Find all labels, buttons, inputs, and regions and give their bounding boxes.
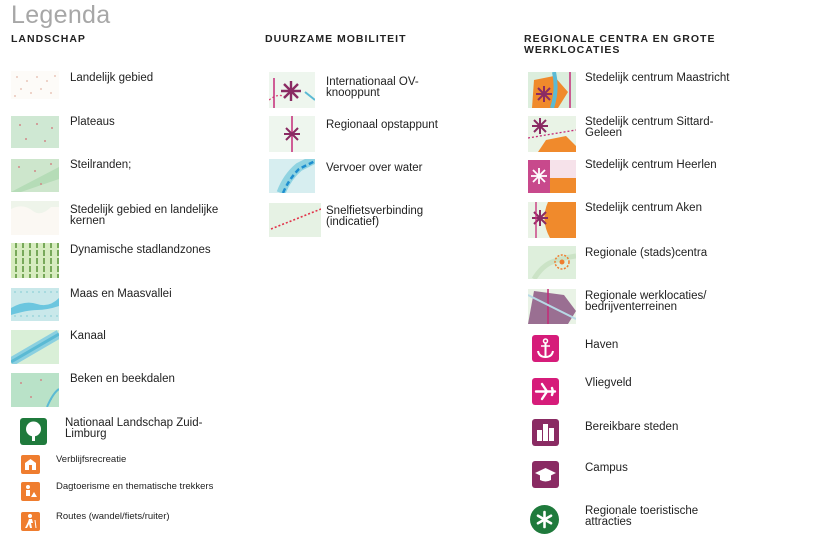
- label-toeristische-attracties: Regionale toeristische attracties: [585, 505, 699, 528]
- legend-item-sittard: [528, 116, 735, 152]
- label-stedelijk-gebied: Stedelijk gebied en landelijke kernen: [70, 204, 219, 227]
- aken-swatch: [528, 202, 576, 238]
- legend-item-plateaus: [11, 116, 115, 148]
- label-dynamische-zones: Dynamische stadlandzones: [70, 244, 211, 256]
- label-internationaal-ov: Internationaal OV-knooppunt: [326, 76, 419, 99]
- plateau-swatch: [11, 116, 59, 148]
- legend-item-maas: [11, 288, 172, 321]
- legend-item-kanaal: [11, 330, 106, 364]
- urban-area-swatch: [11, 201, 59, 235]
- sittard-swatch: [528, 116, 576, 152]
- work-location-swatch: [528, 289, 576, 324]
- label-plateaus: Plateaus: [70, 116, 115, 128]
- label-dagtoerisme: Dagtoerisme en thematische trekkers: [56, 481, 214, 492]
- label-steilranden: Steilranden;: [70, 159, 132, 171]
- legend-item-toeristische-attracties: [530, 505, 735, 534]
- maastricht-swatch: [528, 72, 576, 108]
- legend-item-beken: [11, 373, 175, 407]
- dynamic-zone-swatch: [11, 243, 59, 278]
- legend-item-campus: [532, 461, 628, 488]
- label-maas: Maas en Maasvallei: [70, 288, 172, 300]
- anchor-icon: [532, 335, 559, 362]
- legend-item-dagtoerisme: [21, 482, 213, 501]
- legend-item-heerlen: [528, 160, 717, 193]
- label-verblijfsrecreatie: Verblijfsrecreatie: [56, 454, 127, 465]
- label-kanaal: Kanaal: [70, 330, 106, 342]
- escarpment-swatch: [11, 159, 59, 192]
- legend-item-aken: [528, 202, 702, 238]
- legend-item-werklocaties: [528, 289, 735, 324]
- legend-item-landelijk-gebied: [11, 71, 153, 99]
- label-bereikbare-steden: Bereikbare steden: [585, 421, 679, 433]
- legend-item-snelfiets: [269, 203, 476, 237]
- legend-item-bereikbare-steden: [532, 419, 678, 446]
- legend-item-regionaal-opstappunt: [269, 116, 438, 152]
- regional-centre-swatch: [528, 246, 576, 279]
- heading-mobiliteit: DUURZAME MOBILITEIT: [265, 33, 407, 45]
- asterisk-icon: [530, 505, 559, 534]
- label-beken: Beken en beekdalen: [70, 373, 175, 385]
- water-transport-swatch: [269, 159, 315, 193]
- legend-item-steilranden: [11, 159, 131, 192]
- regional-stop-swatch: [269, 116, 315, 152]
- airplane-icon: [532, 378, 559, 405]
- label-nationaal-landschap: Nationaal Landschap Zuid-Limburg: [65, 417, 203, 440]
- legend-item-verblijfsrecreatie: [21, 455, 126, 474]
- label-regionale-centra: Regionale (stads)centra: [585, 247, 708, 259]
- label-maastricht: Stedelijk centrum Maastricht: [585, 72, 730, 84]
- legend-item-regionale-centra: [528, 246, 707, 279]
- label-sittard: Stedelijk centrum Sittard-Geleen: [585, 116, 714, 139]
- label-aken: Stedelijk centrum Aken: [585, 202, 702, 214]
- hiker-icon: [21, 512, 40, 531]
- legend-item-haven: [532, 335, 618, 362]
- international-hub-swatch: [269, 72, 315, 108]
- rural-area-swatch: [11, 71, 59, 99]
- label-heerlen: Stedelijk centrum Heerlen: [585, 159, 717, 171]
- tree-icon: [20, 418, 47, 445]
- label-haven: Haven: [585, 339, 619, 351]
- legend-item-vliegveld: [532, 378, 632, 405]
- legend-item-dynamische-zones: [11, 243, 211, 278]
- city-icon: [532, 419, 559, 446]
- lodging-icon: [21, 455, 40, 474]
- legend-item-maastricht: [528, 72, 729, 108]
- cycle-route-swatch: [269, 203, 321, 237]
- graduation-cap-icon: [532, 461, 559, 488]
- legend-item-internationaal-ov: [269, 72, 446, 108]
- legend-title: Legenda: [11, 1, 111, 29]
- brook-valley-swatch: [11, 373, 59, 407]
- legend-item-vervoer-over-water: [269, 159, 423, 193]
- label-vliegveld: Vliegveld: [585, 377, 632, 389]
- river-valley-swatch: [11, 288, 59, 321]
- label-snelfiets: Snelfietsverbinding (indicatief): [326, 205, 424, 228]
- heading-regionale-centra: REGIONALE CENTRA EN GROTE WERKLOCATIES: [524, 33, 716, 56]
- legend-item-routes: [21, 512, 170, 531]
- legend-item-nationaal-landschap: [20, 418, 215, 445]
- heading-landschap: LANDSCHAP: [11, 33, 86, 45]
- canal-swatch: [11, 330, 59, 364]
- label-landelijk-gebied: Landelijk gebied: [70, 72, 154, 84]
- label-routes: Routes (wandel/fiets/ruiter): [56, 511, 170, 522]
- heerlen-swatch: [528, 160, 576, 193]
- label-vervoer-over-water: Vervoer over water: [326, 162, 423, 174]
- label-werklocaties: Regionale werklocaties/ bedrijventerreinen: [585, 290, 707, 313]
- day-tourism-icon: [21, 482, 40, 501]
- legend-item-stedelijk-gebied: [11, 201, 220, 235]
- label-campus: Campus: [585, 462, 628, 474]
- label-regionaal-opstappunt: Regionaal opstappunt: [326, 119, 438, 131]
